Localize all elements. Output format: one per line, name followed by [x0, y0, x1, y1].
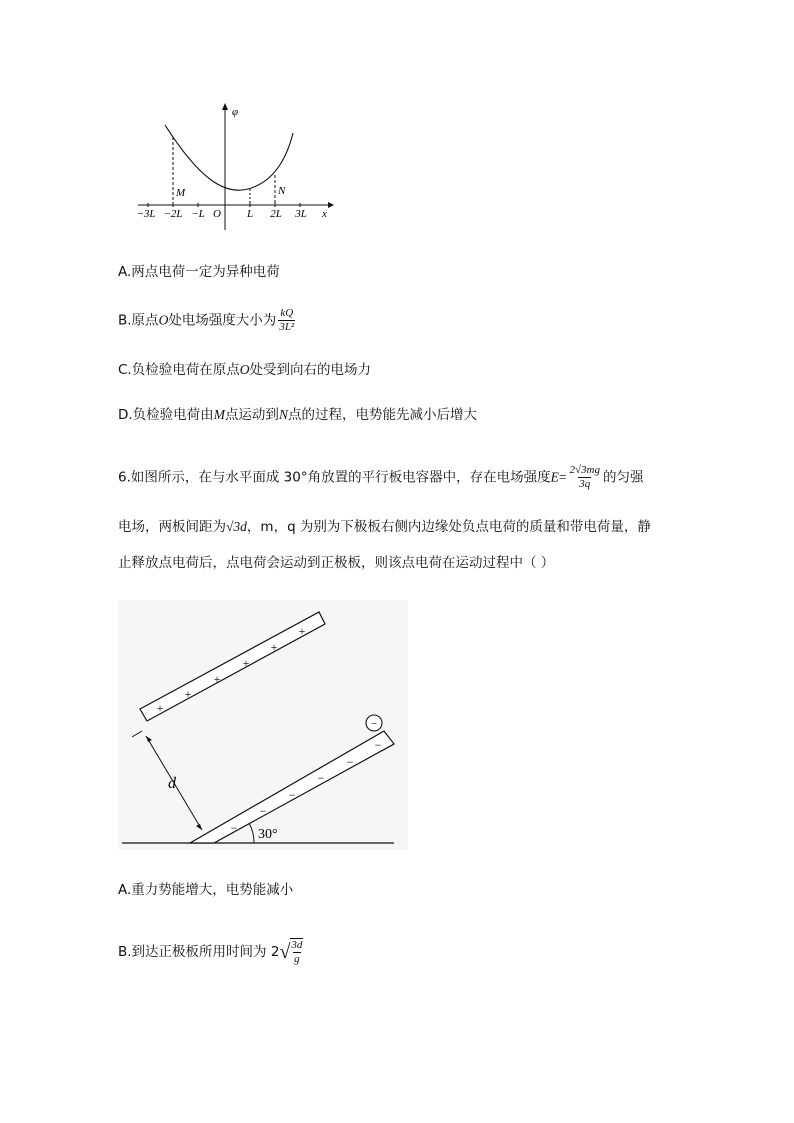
plate-plus-sign: +: [156, 701, 164, 715]
y-axis-label: φ: [232, 106, 239, 118]
tick-label: L: [246, 208, 254, 220]
field-strength-fraction: $\frac{2√3mg}{3q}$: [569, 464, 600, 490]
field-fraction: $\frac{kQ}{\text{3L²}}$: [279, 307, 295, 333]
plate-plus-sign: +: [270, 640, 278, 654]
distance-label: d: [168, 775, 176, 792]
tick-label: O: [213, 208, 221, 220]
angle-label: 30°: [258, 827, 278, 842]
x-axis-arrow-icon: [328, 202, 334, 208]
tick-label: 3L: [295, 208, 307, 220]
tick-label: 2L: [270, 208, 282, 220]
q5-option-d: D.负检验电荷由M点运动到N点的过程，电势能先减小后增大: [118, 407, 477, 423]
potential-curve: [165, 125, 293, 190]
potential-graph: [130, 95, 340, 235]
plate-minus-sign: −: [230, 821, 238, 835]
plate-plus-sign: +: [213, 672, 221, 686]
plate-plus-sign: +: [184, 687, 192, 701]
q6-line-2: 电场，两板间距为√3d，m，q 为别为下极板右侧内边缘处负点电荷的质量和带电荷量，静: [118, 519, 651, 535]
plate-minus-sign: −: [346, 755, 354, 769]
q6-option-a: A.重力势能增大，电势能减小: [118, 882, 294, 898]
plate-minus-sign: −: [374, 738, 382, 752]
q5-option-c: C.负检验电荷在原点O处受到向右的电场力: [118, 362, 371, 378]
charge-sign: −: [370, 718, 378, 730]
plate-minus-sign: −: [317, 771, 325, 785]
plate-plus-sign: +: [298, 624, 306, 638]
tick-label: −2L: [163, 208, 183, 220]
x-axis-label: x: [322, 208, 327, 220]
q5-option-a: A.两点电荷一定为异种电荷: [118, 264, 280, 280]
tick-label: −3L: [136, 208, 156, 220]
point-n-label: N: [278, 185, 286, 197]
sqrt-icon: √: [279, 941, 291, 963]
q6-option-b: B.到达正极板所用时间为 2√ $\frac{3d}{g}$: [118, 939, 303, 965]
plate-minus-sign: −: [288, 788, 296, 802]
plate-plus-sign: +: [242, 656, 250, 670]
tick-label: −L: [191, 208, 205, 220]
capacitor-figure: [118, 600, 408, 850]
plate-minus-sign: −: [259, 804, 267, 818]
q6-line-3: 止释放点电荷后，点电荷会运动到正极板，则该点电荷在运动过程中（ ）: [118, 555, 555, 571]
y-axis-arrow-icon: [222, 103, 228, 110]
q5-option-b: B.原点O处电场强度大小为 $\frac{kQ}{\text{3L²}}$: [118, 307, 295, 333]
time-fraction: $\frac{3d}{g}$: [291, 939, 303, 965]
q6-line-1: 6.如图所示，在与水平面成 30°角放置的平行板电容器中，存在电场强度E= $\frac{2√3mg}{3q}$ 的匀强: [118, 464, 644, 490]
point-m-label: M: [176, 187, 186, 199]
